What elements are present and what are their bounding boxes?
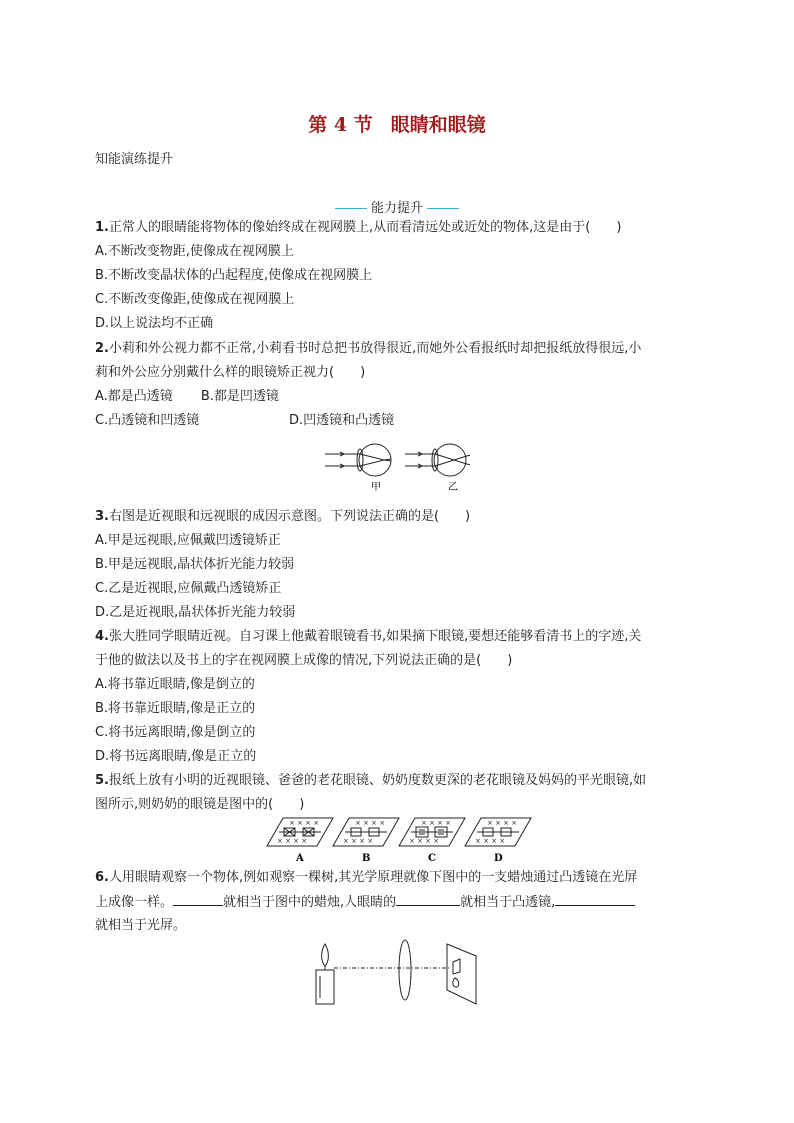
q2-stem-line1 xyxy=(95,338,641,360)
q6-line1 xyxy=(95,867,637,889)
q3-stem xyxy=(95,506,470,528)
glasses-label-b: B xyxy=(362,853,371,864)
section-title: 能力提升 xyxy=(370,201,423,216)
title-topic: 眼睛和眼镜 xyxy=(390,114,486,136)
q3-option-d: D.乙是近视眼,晶状体折光能力较弱 xyxy=(95,605,296,620)
q6-line2 xyxy=(95,891,635,914)
q1-option-a: A.不断改变物距,使像成在视网膜上 xyxy=(95,244,294,259)
q2-option-c: C.凸透镜和凹透镜 xyxy=(95,413,200,428)
q3-option-c: C.乙是近视眼,应佩戴凸透镜矫正 xyxy=(95,581,282,596)
q4-number: 4. xyxy=(95,629,109,644)
convex-lens xyxy=(399,940,411,1000)
q2-options-row1 xyxy=(95,386,279,408)
section-rule-left xyxy=(335,208,367,209)
title-section-number: 第 4 节 xyxy=(308,114,373,136)
eye-diagram xyxy=(320,440,480,496)
svg-text:× × × ×: × × × × xyxy=(277,837,308,845)
q4-option-c: C.将书远离眼睛,像是倒立的 xyxy=(95,725,256,740)
q2-option-d: D.凹透镜和凸透镜 xyxy=(289,413,395,428)
q1-option-b: B.不断改变晶状体的凸起程度,使像成在视网膜上 xyxy=(95,268,373,283)
glasses-diagram xyxy=(265,814,535,866)
q2-option-b: B.都是凹透镜 xyxy=(200,389,279,404)
glasses-panel-c xyxy=(399,818,465,846)
light-screen xyxy=(447,944,476,1004)
q1-stem-text: 正常人的眼睛能将物体的像始终成在视网膜上,从而看清远处或近处的物体,这是由于( ) xyxy=(108,220,622,235)
eye-diagram-jia xyxy=(325,444,391,476)
q4-option-d: D.将书远离眼睛,像是正立的 xyxy=(95,749,257,764)
q6-number: 6. xyxy=(95,870,109,885)
page-title xyxy=(0,110,794,137)
glasses-panel-a xyxy=(267,818,333,846)
q2-options-row2 xyxy=(95,410,394,432)
eye-label-yi: 乙 xyxy=(448,482,458,493)
candle-lens-screen-diagram xyxy=(305,938,485,1010)
q2-option-a: A.都是凸透镜 xyxy=(95,389,173,404)
q5-stem-line2: 图所示,则奶奶的眼镜是图中的( ) xyxy=(95,797,305,812)
q3-number: 3. xyxy=(95,509,109,524)
q4-option-a: A.将书靠近眼睛,像是倒立的 xyxy=(95,677,255,692)
q1-stem xyxy=(95,217,621,239)
q1-option-d: D.以上说法均不正确 xyxy=(95,316,214,331)
q5-number: 5. xyxy=(95,773,109,788)
q6-line2-text-a: 上成像一样。 xyxy=(95,895,174,910)
glasses-panel-b xyxy=(333,818,399,846)
q6-line1-text: 人用眼睛观察一个物体,例如观察一棵树,其光学原理就像下图中的一支蜡烛通过凸透镜在光屏 xyxy=(108,870,638,885)
subtitle: 知能演练提升 xyxy=(95,152,174,167)
eye-diagram-yi xyxy=(405,444,470,476)
section-rule-right xyxy=(427,208,459,209)
q6-line3: 就相当于光屏。 xyxy=(95,918,187,933)
svg-text:× × × ×: × × × × xyxy=(289,819,320,827)
section-header xyxy=(0,197,794,216)
q2-stem-line2: 莉和外公应分别戴什么样的眼镜矫正视力( ) xyxy=(95,365,366,380)
q3-stem-text: 右图是近视眼和远视眼的成因示意图。下列说法正确的是( ) xyxy=(108,509,471,524)
candle xyxy=(316,944,334,1004)
q6-line2-text-b: 就相当于图中的蜡烛,人眼睛的 xyxy=(223,895,397,910)
q6-blank-3[interactable] xyxy=(555,891,635,906)
svg-text:× × × ×: × × × × xyxy=(409,837,440,845)
q6-line2-text-c: 就相当于凸透镜, xyxy=(460,895,556,910)
glasses-panel-d xyxy=(465,818,531,846)
q4-stem-line1 xyxy=(95,626,641,648)
glasses-label-a: A xyxy=(296,853,304,864)
q5-stem-text-1: 报纸上放有小明的近视眼镜、爸爸的老花眼镜、奶奶度数更深的老花眼镜及妈妈的平光眼镜,如 xyxy=(108,773,647,788)
q1-option-c: C.不断改变像距,使像成在视网膜上 xyxy=(95,292,295,307)
q2-number: 2. xyxy=(95,341,109,356)
q4-option-b: B.将书靠近眼睛,像是正立的 xyxy=(95,701,256,716)
eye-label-jia: 甲 xyxy=(371,482,381,493)
glasses-label-d: D xyxy=(494,853,503,864)
svg-text:× × × ×: × × × × xyxy=(475,837,506,845)
q3-option-a: A.甲是远视眼,应佩戴凹透镜矫正 xyxy=(95,533,281,548)
q5-stem-line1 xyxy=(95,770,646,792)
q3-option-b: B.甲是远视眼,晶状体折光能力较弱 xyxy=(95,557,295,572)
q6-blank-2[interactable] xyxy=(396,891,460,906)
q4-stem-text-1: 张大胜同学眼睛近视。自习课上他戴着眼镜看书,如果摘下眼镜,要想还能够看清书上的字迹,关 xyxy=(108,629,642,644)
svg-text:× × × ×: × × × × xyxy=(355,819,386,827)
q1-number: 1. xyxy=(95,220,109,235)
q4-stem-line2: 于他的做法以及书上的字在视网膜上成像的情况,下列说法正确的是( ) xyxy=(95,653,513,668)
q2-stem-text-1: 小莉和外公视力都不正常,小莉看书时总把书放得很近,而她外公看报纸时却把报纸放得很远,小 xyxy=(108,341,642,356)
svg-text:× × × ×: × × × × xyxy=(487,819,518,827)
q6-blank-1[interactable] xyxy=(173,891,223,906)
svg-text:× × × ×: × × × × xyxy=(421,819,452,827)
svg-text:× × × ×: × × × × xyxy=(343,837,374,845)
glasses-label-c: C xyxy=(428,853,436,864)
